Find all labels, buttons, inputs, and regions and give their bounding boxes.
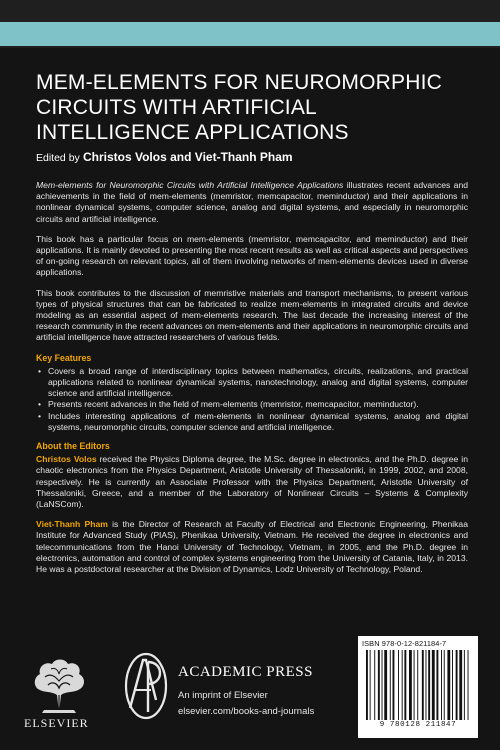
teal-band: [0, 22, 500, 46]
elsevier-tree-logo-icon: [30, 655, 88, 717]
feature-text: Presents recent advances in the field of mem-elements (memristor, memcapacitor, meminductor).: [48, 399, 419, 410]
barcode-panel: [358, 636, 478, 738]
editors-line: [36, 150, 293, 164]
editor-bio-2: [36, 519, 468, 575]
back-cover-text: [36, 180, 468, 584]
editor-1-name: Christos Volos: [36, 454, 97, 465]
feature-item: [36, 411, 468, 433]
barcode-icon: [366, 650, 470, 720]
editors-prefix: Edited by: [36, 152, 80, 164]
editor-bio-1: [36, 454, 468, 510]
isbn-text: ISBN 978-0-12-821184-7: [362, 639, 447, 648]
intro-book-title: Mem-elements for Neuromorphic Circuits with Artificial Intelligence Applications: [36, 180, 344, 190]
academic-press-ap-logo-icon: [120, 650, 172, 722]
bullet-icon: •: [38, 410, 42, 421]
editors-names: Christos Volos and Viet-Thanh Pham: [82, 150, 293, 164]
publisher-name: ACADEMIC PRESS: [178, 664, 313, 680]
editor-1-bio: received the Physics Diploma degree, the M.Sc. degree in electronics, and the Ph.D. degree in chaotic electronics from the Physics Department, Aristotle University of Thessaloniki, in 1999, 2002, and 2008, respectively. He is currently an Associate Professor with the Physics Department, Aristotle University of Thessaloniki, Greece, and a member of the Laboratory of Nonlinear Circuits – Systems & Complexity (LaNSCom).: [36, 454, 468, 510]
feature-item: [36, 366, 468, 400]
key-features-heading: Key Features: [36, 352, 92, 363]
about-editors-heading: About the Editors: [36, 441, 110, 452]
intro-rest: illustrates recent advances and achievements in the field of mem-elements (memristor, memcapacitor, meminductor) and their applications in nonlinear dynamical systems, computer science, analog and digital systems, and especially in neuromorphic circuits and artificial intelligence.: [36, 180, 469, 224]
feature-item: [36, 399, 468, 410]
publisher-url: elsevier.com/books-and-journals: [178, 706, 315, 717]
key-features-list: [36, 366, 468, 433]
barcode-digits: 9 780128 211847: [379, 721, 457, 729]
publisher-imprint: An imprint of Elsevier: [178, 690, 268, 701]
feature-text: Covers a broad range of interdisciplinary topics between mathematics, circuits, realizations, and practical applications related to nonlinear dynamical systems, nanotechnology, analog and digital systems, computer science and artificial intelligence.: [48, 365, 468, 399]
editor-2-bio: is the Director of Research at Faculty of Electrical and Electronic Engineering, Phenikaa Institute for Advanced Study (PIAS), Phenikaa University, Vietnam. He received the degree in electronics and telecommunications from the Hanoi University of Technology, Vietnam, in 2005, and the Ph.D. degree in electronics, automation and control of complex systems engineering from the University of Catania, Italy, in 2013. He was a postdoctoral researcher at the Division of Dynamics, Lodz University of Technology, Poland.: [36, 519, 468, 575]
description-paragraph-2: This book has a particular focus on mem-elements (memristor, memcapacitor, and meminductor) and their applications. It is mainly devoted to presenting the most recent results as well as critical aspects and perspectives of on-going research on relevant topics, all of them involving networks of mem-elements devices used in diverse applications.: [36, 233, 468, 278]
feature-text: Includes interesting applications of mem-elements in nonlinear dynamical systems, analog and digital systems, neuromorphic circuits, computer science and artificial intelligence.: [48, 410, 468, 432]
bullet-icon: •: [38, 399, 42, 410]
bullet-icon: •: [38, 365, 42, 376]
description-paragraph-3: This book contributes to the discussion of memristive materials and transport mechanisms, to present various types of physical structures that can be fabricated to realize mem-elements in integrated circuits and device modeling as an essential aspect of mem-elements research. The last decade the increasing interest of the research community in the recent advances on mem-elements and their applications in neuromorphic circuits and artificial intelligence have attracted researchers of various fields.: [36, 287, 468, 343]
description-paragraph-1: [36, 180, 468, 225]
editor-2-name: Viet-Thanh Pham: [36, 519, 108, 530]
book-title: MEM-ELEMENTS FOR NEUROMORPHIC CIRCUITS WITH ARTIFICIAL INTELLIGENCE APPLICATIONS: [36, 71, 442, 144]
elsevier-wordmark: ELSEVIER: [24, 716, 89, 730]
